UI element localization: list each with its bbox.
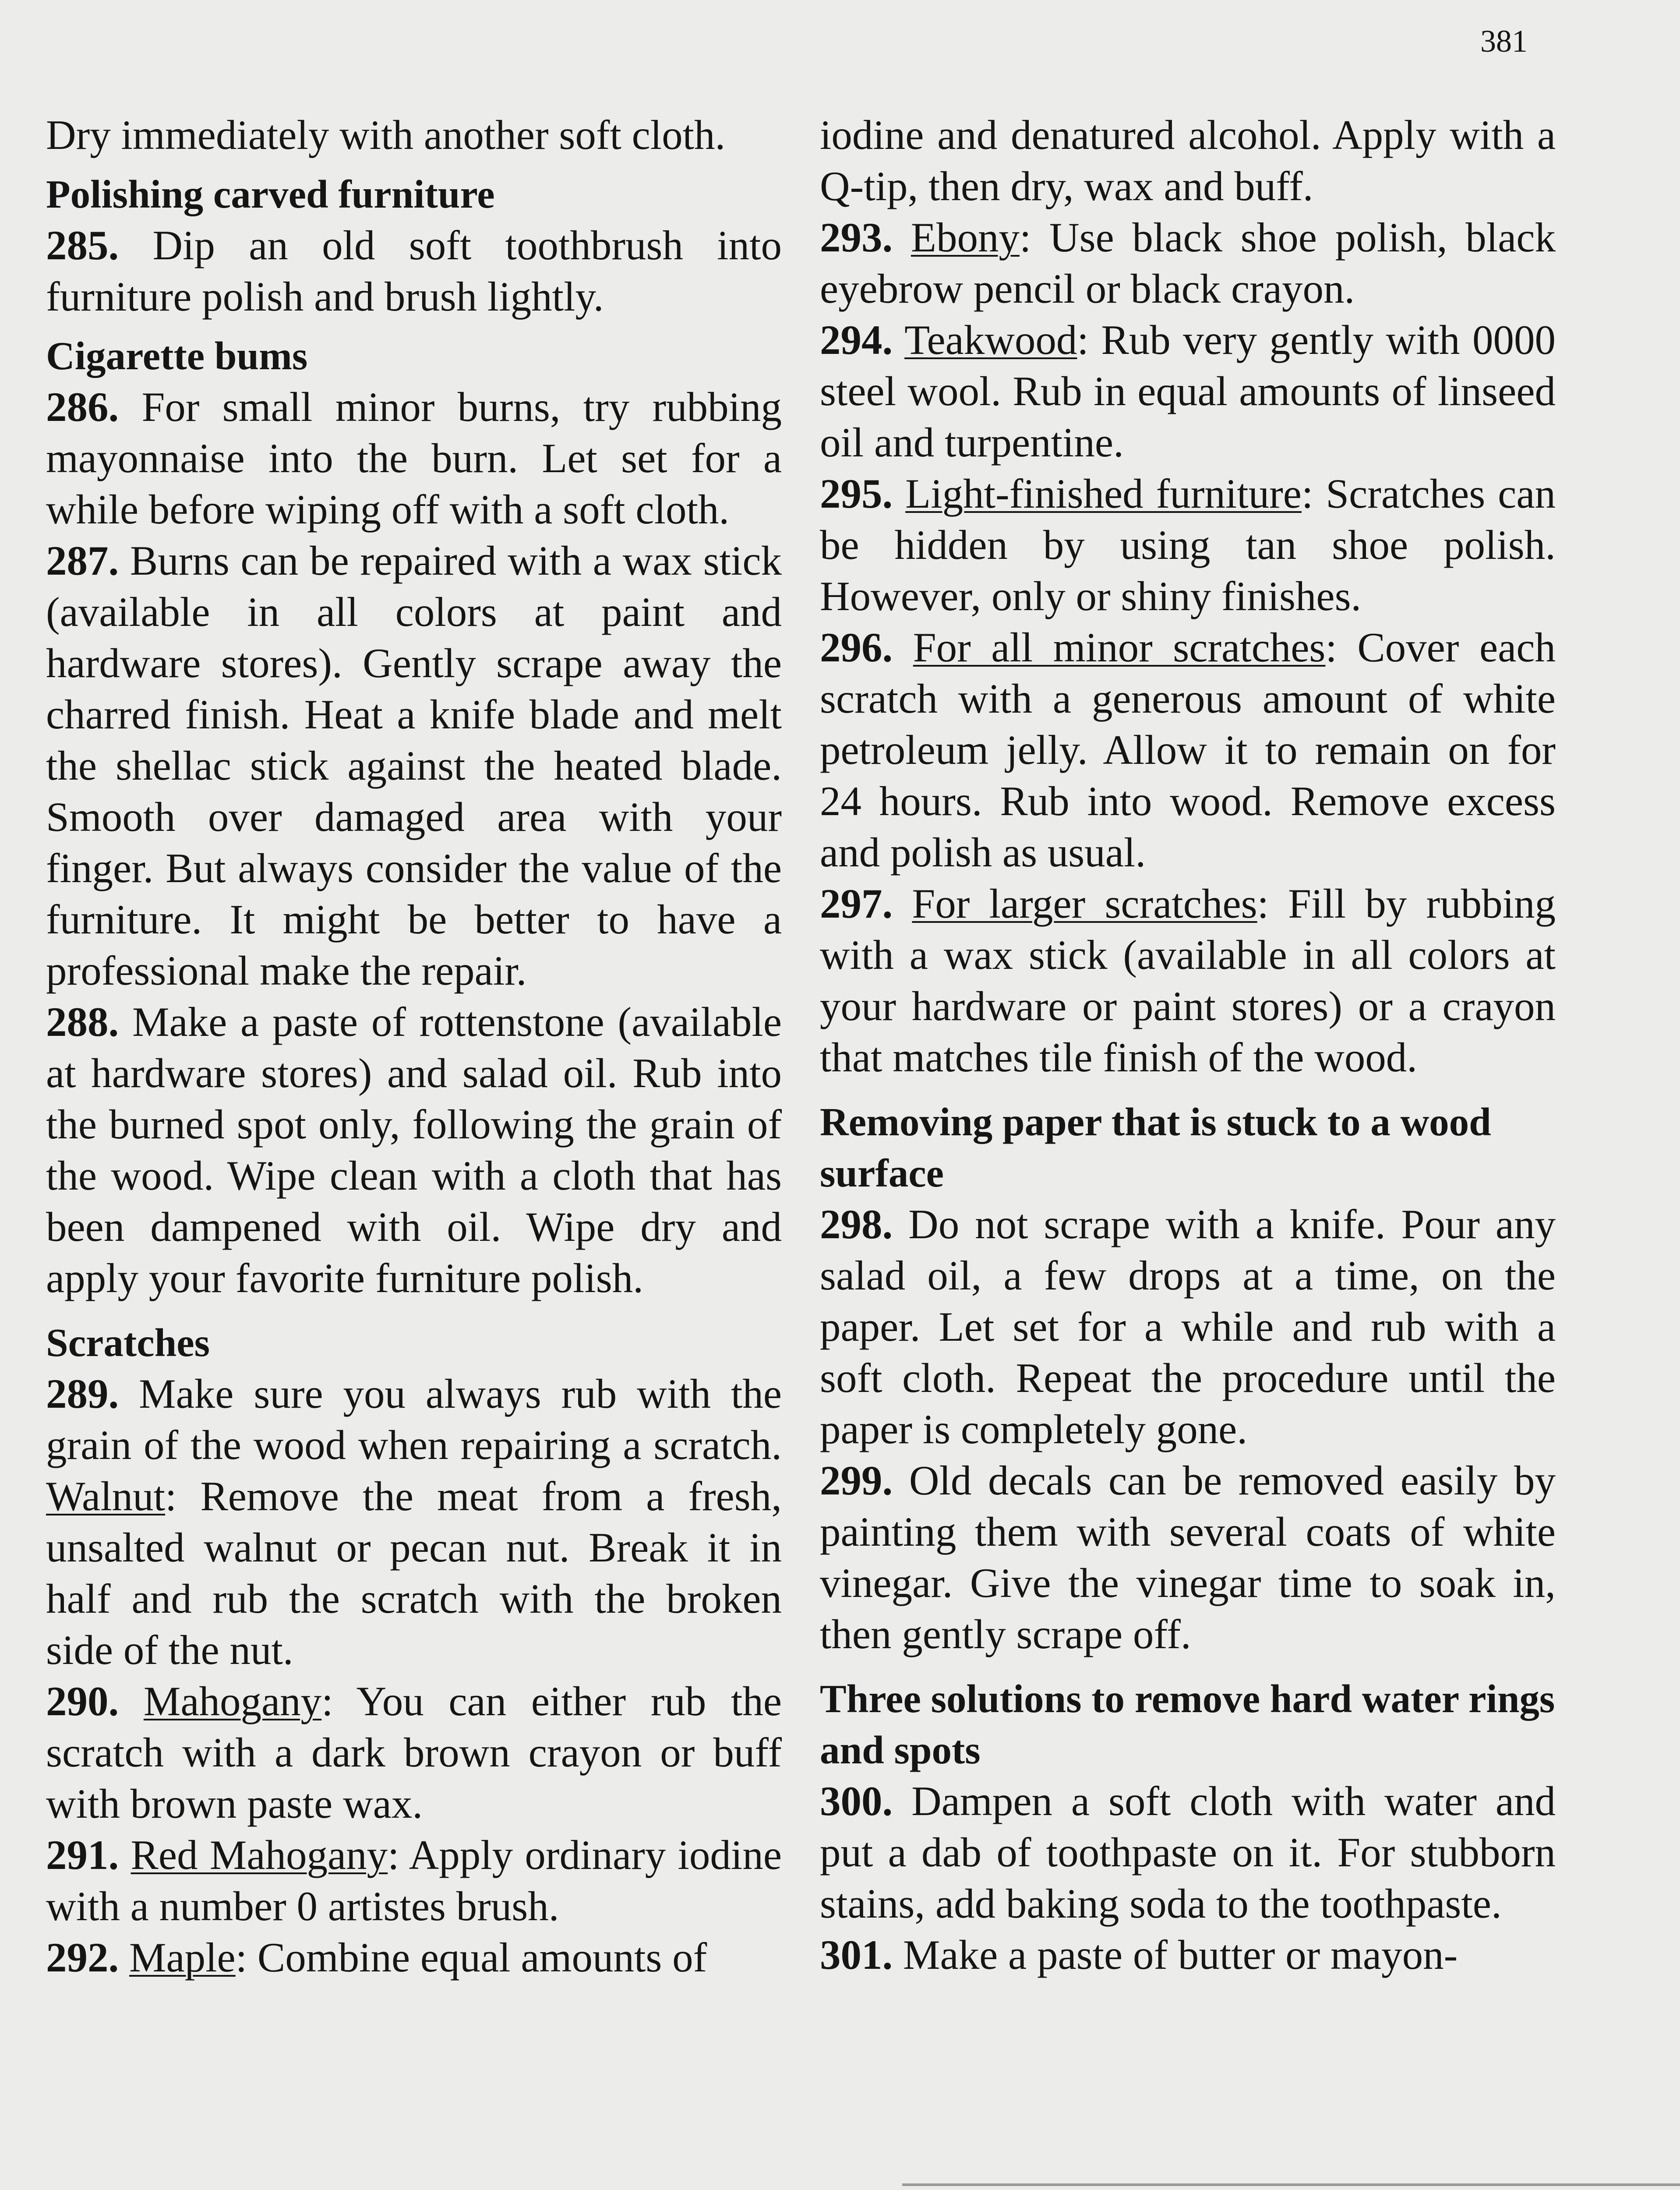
tip-number: 293. — [820, 214, 893, 261]
paragraph-continuation: iodine and denatured alcohol. Apply with a Q-tip, then dry, wax and buff. — [820, 112, 1556, 209]
tip-290: 290. Mahogany: You can either rub the scratch with a dark brown crayon or buff with brown paste wax. — [46, 1678, 782, 1827]
tip-288: 288. Make a paste of rottenstone (available at hardware stores) and salad oil. Rub into the burned spot only, following the grain of the wood. Wipe clean with a cloth that has been dampened with oil. Wipe dry and apply your favorite furniture polish. — [46, 999, 782, 1301]
heading-scratches: Scratches — [46, 1321, 210, 1365]
tip-number: 294. — [820, 317, 893, 363]
underlined-term: For larger scratches — [912, 880, 1257, 927]
underlined-term: Walnut — [46, 1473, 166, 1519]
tip-297: 297. For larger scratches: Fill by rubbing with a wax stick (available in all colors at your hardware or paint stores) or a crayon that matches tile finish of the wood. — [820, 880, 1556, 1081]
tip-295: 295. Light-finished furniture: Scratches can be hidden by using tan shoe polish. However, only or shiny finishes. — [820, 470, 1556, 619]
underlined-term: Mahogany — [143, 1678, 322, 1724]
tip-number: 286. — [46, 384, 119, 430]
underlined-term: Teakwood — [904, 317, 1077, 363]
tip-289: 289. Make sure you always rub with the grain of the wood when repairing a scratch. Walnut: Remove the meat from a fresh, unsalted walnut or pecan nut. Break it in half and rub the scratch with the broken side of the nut. — [46, 1371, 782, 1673]
underlined-term: Maple — [129, 1934, 236, 1981]
underlined-term: For all minor scratches — [913, 624, 1326, 671]
bottom-edge-rule — [902, 2183, 1680, 2186]
tip-293: 293. Ebony: Use black shoe polish, black eyebrow pencil or black crayon. — [820, 214, 1556, 312]
tip-number: 290. — [46, 1678, 119, 1724]
tip-number: 291. — [46, 1832, 119, 1878]
tip-286: 286. For small minor burns, try rubbing mayonnaise into the burn. Let set for a while before wiping off with a soft cloth. — [46, 384, 782, 533]
tip-number: 285. — [46, 222, 119, 268]
tip-number: 292. — [46, 1934, 119, 1981]
tip-299: 299. Old decals can be removed easily by painting them with several coats of white vinegar. Give the vinegar time to soak in, then gently scrape off. — [820, 1457, 1556, 1657]
tip-number: 288. — [46, 999, 119, 1045]
right-column — [820, 110, 1556, 1981]
heading-hard-water-rings: Three solutions to remove hard water rings and spots — [820, 1677, 1555, 1772]
tip-298: 298. Do not scrape with a knife. Pour any salad oil, a few drops at a time, on the paper. Let set for a while and rub with a soft cloth. Repeat the procedure until the paper is completely gone. — [820, 1201, 1556, 1452]
tip-number: 299. — [820, 1457, 893, 1504]
paragraph-continuation: Dry immediately with another soft cloth. — [46, 112, 726, 158]
tip-number: 300. — [820, 1778, 893, 1824]
tip-294: 294. Teakwood: Rub very gently with 0000 steel wool. Rub in equal amounts of linseed oil and turpentine. — [820, 317, 1556, 466]
tip-number: 297. — [820, 880, 893, 927]
tip-number: 298. — [820, 1201, 893, 1247]
underlined-term: Ebony — [911, 214, 1020, 261]
tip-296: 296. For all minor scratches: Cover each scratch with a generous amount of white petroleum jelly. Allow it to remain on for 24 hours. Rub into wood. Remove excess and polish as usual. — [820, 624, 1556, 876]
tip-301: 301. Make a paste of butter or mayon- — [820, 1932, 1458, 1978]
tip-number: 289. — [46, 1371, 119, 1417]
tip-number: 296. — [820, 624, 893, 671]
heading-removing-paper: Removing paper that is stuck to a wood surface — [820, 1100, 1491, 1195]
underlined-term: Light-finished furniture — [905, 470, 1302, 517]
tip-287: 287. Burns can be repaired with a wax stick (available in all colors at paint and hardware stores). Gently scrape away the charred finish. Heat a knife blade and melt the shellac stick against the heated blade. Smooth over damaged area with your finger. But always consider the value of the furniture. It might be better to have a professional make the repair. — [46, 537, 782, 994]
left-column — [46, 110, 782, 1983]
tip-291: 291. Red Mahogany: Apply ordinary iodine with a number 0 artistes brush. — [46, 1832, 782, 1929]
heading-cigarette-burns: Cigarette bums — [46, 334, 308, 378]
tip-number: 295. — [820, 470, 893, 517]
underlined-term: Red Mahogany — [131, 1832, 388, 1878]
tip-300: 300. Dampen a soft cloth with water and put a dab of toothpaste on it. For stubborn stains, add baking soda to the toothpaste. — [820, 1778, 1556, 1927]
tip-number: 287. — [46, 537, 119, 584]
page-number: 381 — [1480, 24, 1528, 59]
tip-292: 292. Maple: Combine equal amounts of — [46, 1934, 707, 1981]
tip-285: 285. Dip an old soft toothbrush into furniture polish and brush lightly. — [46, 222, 782, 320]
tip-number: 301. — [820, 1932, 893, 1978]
heading-polishing-carved-furniture: Polishing carved furniture — [46, 172, 495, 216]
